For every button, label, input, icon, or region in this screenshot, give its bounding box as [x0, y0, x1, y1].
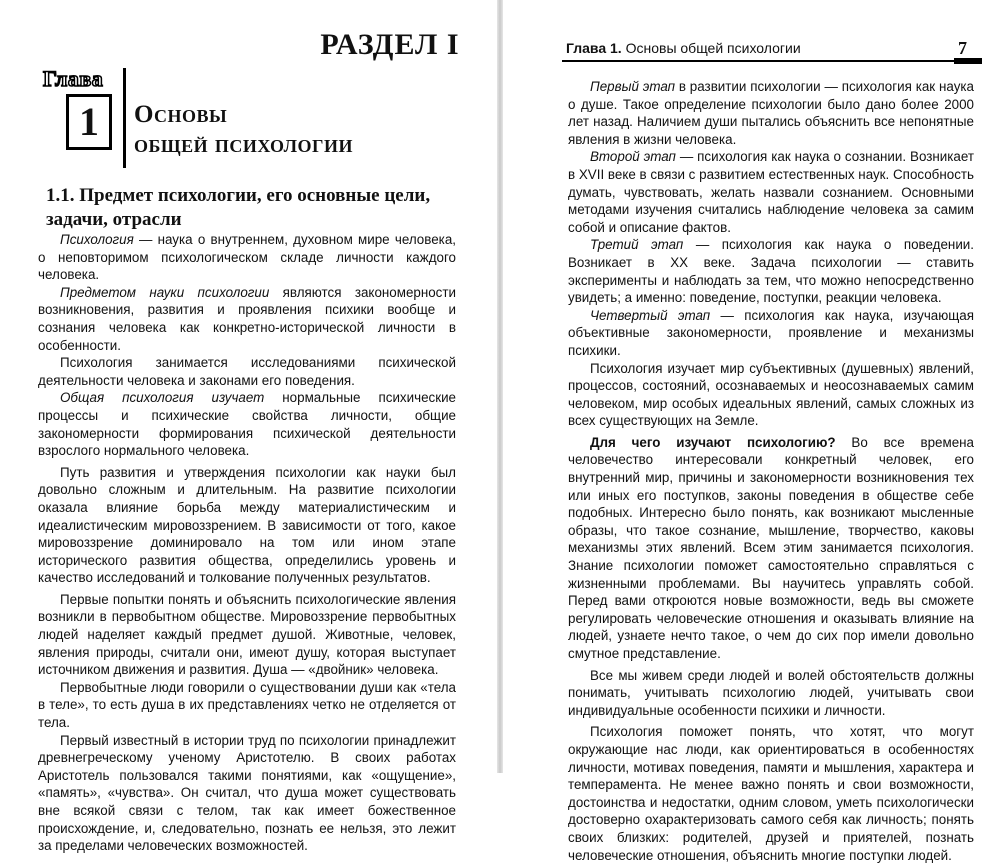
chapter-label: Глава	[43, 66, 104, 91]
paragraph-text: являются закономерности возникновения, развития и проявления психики вообще и сознания человека как конкретно-исторической личности в особенности.	[38, 284, 456, 353]
section-title: РАЗДЕЛ I	[320, 28, 460, 61]
left-body-text	[38, 231, 456, 855]
paragraph: Первый известный в истории труд по психологии принадлежит древнегреческому ученому Аристотелю. В своих работах Аристотель пользовался такими понятиями, как «ощущение», «память», «чувства». Он считал, что душа может существовать вне всякой связи с телом, так как имеет божественное происхождение, и, следовательно, познать ее нельзя, это лежит за пределами человеческих возможностей.	[38, 732, 456, 854]
running-head-title: Основы общей психологии	[621, 40, 801, 56]
left-page	[0, 0, 498, 854]
running-head-chapter: Глава 1.	[566, 40, 622, 56]
paragraph-text: — психология как наука о поведении. Возникает в XX веке. Задача психологии — ставить эксперименты и наблюдать за тем, что можно непосредственно увидеть; а именно: поведение, поступки, реакции человека.	[568, 237, 974, 306]
paragraph: Психология поможет понять, что хотят, что могут окружающие нас люди, как ориентироваться в особенностях личности, мотивах поведения, памяти и мышления, характера и темперамента. Не менее важно понять и свои возможности, достоинства и недостатки, одним словом, уметь психологически достоверно охарактеризовать самого себя как личность; понять своих близких: родителей, друзей и приятелей, познать человеческие отношения, объяснить многие поступки людей.	[568, 724, 974, 863]
paragraph-text: — психология как наука о сознании. Возникает в XVII веке в связи с развитием естественных наук. Способность думать, чувствовать, желать назвали сознанием. Основными методами изучения считались наблюдение человека за самим собой и описание фактов.	[568, 149, 974, 235]
page-number: 7	[958, 38, 967, 58]
paragraph	[38, 389, 456, 459]
paragraph-text: нормальные психические процессы и психические свойства личности, общие закономерности формирования психической деятельности взрослого нормального человека.	[38, 390, 456, 459]
paragraph-text: Во все времена человечество интересовали конкретный человек, его внутренний мир, причины и закономерности возникновения тех или иных его поступков, законы поведения в обществе себе подобных. Интересно было понять, как возникают мысленные образы, что такое сознание, мышление, творчество, каковы механизмы этих явлений. Всем этим занимается психология. Знание психологии поможет самостоятельно справляться с жизненными проблемами. Вы научитесь управлять собой. Перед вами откроются новые возможности, ведь вы сможете регулировать человеческие отношения и оказывать влияние на людей, узнаете нечто такое, о чем до сих пор имели довольно смутное представление.	[568, 434, 974, 661]
paragraph: Первобытные люди говорили о существовании души как «тела в теле», то есть душа в их представлениях четко не отделяется от тела.	[38, 679, 456, 731]
paragraph: Психология занимается исследованиями психической деятельности человека и законами его поведения.	[38, 355, 456, 388]
term: Третий этап	[590, 237, 684, 253]
chapter-title	[134, 100, 353, 160]
paragraph-text: — наука о внутреннем, духовном мире человека, о неповторимом психологическом складе личности каждого человека.	[38, 232, 456, 283]
header-rule-accent	[954, 58, 982, 64]
chapter-divider	[123, 68, 126, 168]
right-page	[502, 0, 1000, 863]
term: Второй этап	[590, 149, 676, 165]
section-heading: 1.1. Предмет психологии, его основные цели, задачи, отрасли	[46, 185, 431, 230]
chapter-number: 1	[66, 94, 112, 150]
running-head	[566, 40, 950, 56]
term: Четвертый этап	[590, 307, 711, 323]
question-lead: Для чего изучают психологию?	[590, 434, 836, 450]
paragraph: Все мы живем среди людей и волей обстоятельств должны понимать, учитывать психологию людей, учитывать свои индивидуальные особенности психики и личности.	[568, 667, 974, 718]
chapter-title-line-2: общей психологии	[134, 131, 353, 158]
paragraph	[38, 284, 456, 354]
header-rule	[562, 60, 982, 62]
chapter-title-line-1: Основы	[134, 101, 228, 128]
term: Общая психология изучает	[60, 390, 265, 406]
paragraph	[568, 307, 974, 360]
term: Предметом науки психологии	[60, 284, 270, 300]
paragraph: Путь развития и утверждения психологии как науки был довольно сложным и длительным. На развитие психологии оказала влияние борьба между материалистическим и идеалистическим мировоззрением. В зависимости от того, какое мировоззрение доминировало на том или ином этапе исторического развития общества, определились уровень и качество исследований и толкование полученных результатов.	[38, 464, 456, 586]
paragraph: Психология изучает мир субъективных (душевных) явлений, процессов, состояний, осознаваемых и неосознаваемых самим человеком, мир особых идеальных явлений, самых сложных из всех существующих на Земле.	[568, 360, 974, 429]
right-body-text	[568, 78, 974, 864]
term: Первый этап	[590, 79, 675, 94]
paragraph	[568, 236, 974, 306]
paragraph-text: — психология как наука, изучающая объективные закономерности, проявление и механизмы психики.	[568, 307, 974, 358]
paragraph: Первые попытки понять и объяснить психологические явления возникли в первобытном обществе. Мировоззрение первобытных людей наделяет каждый предмет душой. Животные, человек, явления природы, считали они, имеют душу, которая выступает источником движения и развития. Душа — «двойник» человека.	[38, 591, 456, 678]
paragraph-text: в развитии психологии — психология как наука о душе. Такое определение психологии было дано более 2000 лет назад. Наличием души пытались объяснить все непонятные явления в жизни человека.	[568, 79, 974, 147]
paragraph	[568, 148, 974, 236]
paragraph	[568, 434, 974, 663]
paragraph	[568, 78, 974, 148]
term: Психология	[60, 232, 134, 247]
paragraph	[38, 231, 456, 284]
